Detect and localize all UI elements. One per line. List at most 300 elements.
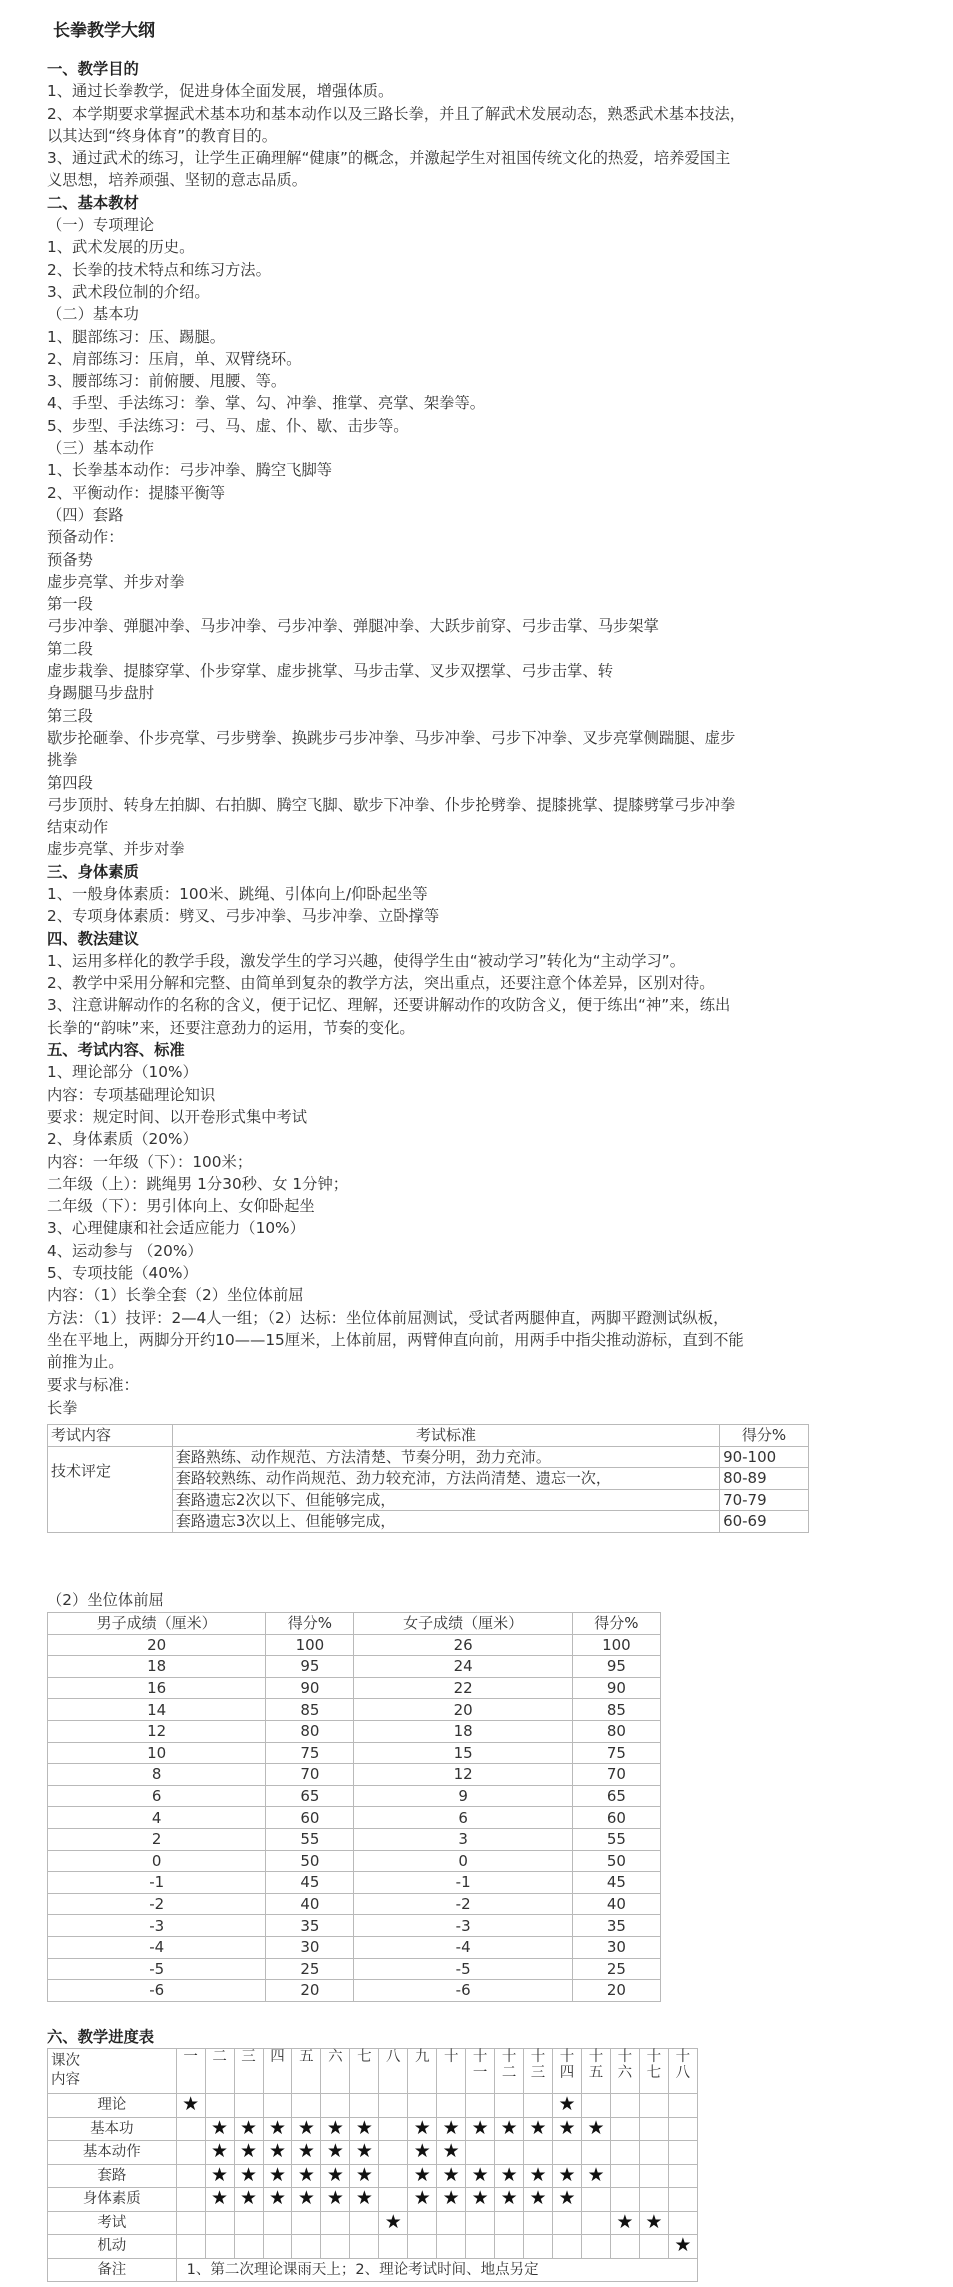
table-cell: 26 — [354, 1634, 572, 1656]
table-cell: -6 — [48, 1980, 266, 2002]
schedule-cell — [263, 2211, 292, 2235]
schedule-cell — [639, 2211, 668, 2235]
star-icon: ★ — [326, 2163, 344, 2186]
table-cell: 35 — [266, 1915, 354, 1937]
table-cell: 70 — [572, 1764, 660, 1786]
star-icon: ★ — [268, 2140, 286, 2163]
schedule-cell — [234, 2188, 263, 2212]
row-label: 基本功 — [48, 2117, 177, 2141]
star-icon: ★ — [211, 2163, 229, 2186]
star-icon: ★ — [240, 2163, 258, 2186]
table-row — [48, 1850, 661, 1872]
table-cell: -1 — [354, 1872, 572, 1894]
text-line: 义思想，培养顽强、坚韧的意志品质。 — [47, 171, 308, 190]
schedule-cell — [350, 2141, 379, 2165]
schedule-cell — [408, 2188, 437, 2212]
schedule-cell — [379, 2164, 408, 2188]
lesson-header — [176, 2049, 205, 2094]
schedule-cell — [581, 2141, 610, 2165]
star-icon: ★ — [413, 2163, 431, 2186]
lesson-header — [668, 2049, 697, 2094]
table-cell: 75 — [572, 1742, 660, 1764]
table-cell: 6 — [48, 1785, 266, 1807]
star-icon: ★ — [471, 2116, 489, 2139]
schedule-cell — [321, 2117, 350, 2141]
text-line: 二年级（上）：跳绳男 1分30秒、女 1分钟； — [47, 1174, 349, 1193]
table-cell: 90 — [266, 1677, 354, 1699]
text-line: 3、腰部练习：前俯腰、甩腰、等。 — [47, 372, 287, 391]
table-cell: 50 — [572, 1850, 660, 1872]
schedule-cell — [524, 2211, 553, 2235]
schedule-cell — [408, 2164, 437, 2188]
schedule-cell — [610, 2211, 639, 2235]
schedule-cell — [205, 2164, 234, 2188]
schedule-row — [48, 2117, 698, 2141]
schedule-cell — [379, 2094, 408, 2118]
table-cell: 100 — [572, 1634, 660, 1656]
schedule-cell — [292, 2211, 321, 2235]
schedule-cell — [408, 2211, 437, 2235]
star-icon: ★ — [529, 2116, 547, 2139]
text-line: 预备势 — [47, 550, 93, 569]
schedule-cell — [553, 2211, 582, 2235]
table-cell: 35 — [572, 1915, 660, 1937]
table-cell: 75 — [266, 1742, 354, 1764]
schedule-cell — [610, 2117, 639, 2141]
star-icon: ★ — [211, 2140, 229, 2163]
star-icon: ★ — [240, 2116, 258, 2139]
schedule-cell — [495, 2117, 524, 2141]
star-icon: ★ — [211, 2116, 229, 2139]
schedule-cell — [292, 2188, 321, 2212]
schedule-cell — [495, 2094, 524, 2118]
table-cell: 20 — [354, 1699, 572, 1721]
schedule-cell — [176, 2094, 205, 2118]
lesson-number: 十五 — [588, 2049, 604, 2081]
lesson-number: 三 — [241, 2049, 256, 2065]
text-line: 二年级（下）：男引体向上、女仰卧起坐 — [47, 1197, 315, 1216]
text-line: 4、手型、手法练习：拳、掌、勾、冲拳、推掌、亮掌、架拳等。 — [47, 394, 486, 413]
star-icon: ★ — [355, 2187, 373, 2210]
star-icon: ★ — [529, 2163, 547, 2186]
note-text: 1、第二次理论课雨天上；2、理论考试时间、地点另定 — [176, 2258, 697, 2282]
star-icon: ★ — [500, 2163, 518, 2186]
schedule-cell — [668, 2235, 697, 2259]
schedule-row — [48, 2164, 698, 2188]
schedule-cell — [610, 2141, 639, 2165]
text-line: 挑拳 — [47, 751, 78, 770]
lesson-number: 八 — [386, 2049, 401, 2065]
table-cell: -3 — [354, 1915, 572, 1937]
table-row — [48, 1807, 661, 1829]
schedule-cell — [668, 2164, 697, 2188]
text-line: 弓步顶肘、转身左拍脚、右拍脚、腾空飞脚、歇步下冲拳、仆步抡劈拳、提膝挑掌、提膝劈掌弓步冲拳 — [47, 795, 736, 814]
schedule-cell — [466, 2141, 495, 2165]
standard-cell: 套路遗忘3次以上、但能够完成， — [172, 1511, 719, 1533]
schedule-cell — [408, 2117, 437, 2141]
schedule-cell — [466, 2094, 495, 2118]
schedule-cell — [234, 2211, 263, 2235]
table-row — [48, 1764, 661, 1786]
schedule-cell — [321, 2164, 350, 2188]
table-cell: 30 — [266, 1936, 354, 1958]
schedule-cell — [466, 2117, 495, 2141]
text-line: 3、武术段位制的介绍。 — [47, 282, 210, 301]
star-icon: ★ — [442, 2187, 460, 2210]
note-label: 备注 — [48, 2258, 177, 2282]
schedule-cell — [610, 2235, 639, 2259]
lesson-number: 十八 — [675, 2049, 691, 2081]
text-line: 1、通过长拳教学，促进身体全面发展，增强体质。 — [47, 82, 394, 101]
text-line: 要求与标准： — [47, 1375, 139, 1394]
schedule-cell — [379, 2235, 408, 2259]
table-cell: 65 — [572, 1785, 660, 1807]
star-icon: ★ — [240, 2187, 258, 2210]
schedule-cell — [553, 2094, 582, 2118]
schedule-cell — [524, 2188, 553, 2212]
schedule-cell — [263, 2141, 292, 2165]
text-line: 1、运用多样化的教学手段，激发学生的学习兴趣，使得学生由“被动学习”转化为“主动学习”。 — [47, 951, 686, 970]
table-cell: 10 — [48, 1742, 266, 1764]
table-cell: 20 — [48, 1634, 266, 1656]
table-row — [48, 1872, 661, 1894]
text-line: 第三段 — [47, 706, 93, 725]
schedule-cell — [234, 2164, 263, 2188]
table-cell: 65 — [266, 1785, 354, 1807]
score-cell: 70-79 — [720, 1489, 809, 1511]
schedule-cell — [408, 2141, 437, 2165]
section-heading: 三、身体素质 — [47, 862, 139, 881]
schedule-cell — [495, 2235, 524, 2259]
lesson-header — [408, 2049, 437, 2094]
star-icon: ★ — [558, 2116, 576, 2139]
table-cell: 0 — [354, 1850, 572, 1872]
schedule-row — [48, 2141, 698, 2165]
schedule-cell — [321, 2235, 350, 2259]
table-header-row — [48, 2049, 698, 2094]
text-line: 1、理论部分（10%） — [47, 1063, 198, 1082]
row-label: 机动 — [48, 2235, 177, 2259]
table-cell: -2 — [48, 1893, 266, 1915]
text-line: 3、心理健康和社会适应能力（10%） — [47, 1219, 305, 1238]
lesson-number: 六 — [328, 2049, 343, 2065]
schedule-cell — [437, 2141, 466, 2165]
schedule-cell — [524, 2117, 553, 2141]
column-header: 得分% — [572, 1613, 660, 1635]
schedule-cell — [263, 2188, 292, 2212]
schedule-cell — [581, 2164, 610, 2188]
table-row — [48, 1958, 661, 1980]
table-cell: 85 — [266, 1699, 354, 1721]
column-header: 女子成绩（厘米） — [354, 1613, 572, 1635]
lesson-header — [495, 2049, 524, 2094]
schedule-cell — [234, 2117, 263, 2141]
schedule-cell — [408, 2235, 437, 2259]
schedule-cell — [292, 2164, 321, 2188]
table-cell: 22 — [354, 1677, 572, 1699]
schedule-cell — [639, 2094, 668, 2118]
lesson-number: 九 — [414, 2049, 430, 2065]
text-line: 预备动作： — [47, 528, 124, 547]
table-cell: -2 — [354, 1893, 572, 1915]
text-line: 内容：一年级（下）：100米； — [47, 1152, 253, 1171]
schedule-cell — [581, 2235, 610, 2259]
lesson-number: 四 — [270, 2049, 285, 2065]
schedule-cell — [466, 2211, 495, 2235]
schedule-cell — [495, 2164, 524, 2188]
schedule-cell — [205, 2117, 234, 2141]
teaching-schedule-table — [47, 2048, 698, 2282]
text-line: 2、本学期要求掌握武术基本功和基本动作以及三路长拳，并且了解武术发展动态，熟悉武术基本技法， — [47, 104, 746, 123]
text-line: 1、腿部练习：压、踢腿。 — [47, 327, 225, 346]
star-icon: ★ — [326, 2116, 344, 2139]
row-label: 理论 — [48, 2094, 177, 2118]
text-line: 虚步亮掌、并步对拳 — [47, 840, 185, 859]
schedule-cell — [553, 2164, 582, 2188]
schedule-cell — [639, 2188, 668, 2212]
table-row — [48, 1446, 809, 1468]
schedule-cell — [350, 2235, 379, 2259]
text-line: 方法：（1）技评：2—4人一组；（2）达标：坐位体前屈测试，受试者两腿伸直，两脚平蹬测试纵板， — [47, 1308, 729, 1327]
schedule-cell — [581, 2188, 610, 2212]
schedule-cell — [553, 2188, 582, 2212]
schedule-cell — [205, 2211, 234, 2235]
table-cell: 80 — [572, 1720, 660, 1742]
schedule-cell — [292, 2235, 321, 2259]
table-cell: 12 — [354, 1764, 572, 1786]
table-cell: 8 — [48, 1764, 266, 1786]
schedule-cell — [437, 2094, 466, 2118]
standard-cell: 套路熟练、动作规范、方法清楚、节奏分明，劲力充沛。 — [172, 1446, 719, 1468]
table-row — [48, 1720, 661, 1742]
table-cell: 85 — [572, 1699, 660, 1721]
schedule-cell — [350, 2117, 379, 2141]
table-cell: -6 — [354, 1980, 572, 2002]
text-line: 前推为止。 — [47, 1353, 124, 1372]
table-cell: 90 — [572, 1677, 660, 1699]
star-icon: ★ — [558, 2187, 576, 2210]
schedule-cell — [581, 2117, 610, 2141]
table-cell: 2 — [48, 1828, 266, 1850]
star-icon: ★ — [442, 2140, 460, 2163]
table-cell: 0 — [48, 1850, 266, 1872]
schedule-cell — [668, 2211, 697, 2235]
score-cell: 80-89 — [720, 1468, 809, 1490]
schedule-row — [48, 2235, 698, 2259]
schedule-cell — [176, 2117, 205, 2141]
star-icon: ★ — [297, 2140, 315, 2163]
schedule-cell — [321, 2094, 350, 2118]
star-icon: ★ — [442, 2163, 460, 2186]
star-icon: ★ — [211, 2187, 229, 2210]
standard-cell: 套路较熟练、动作尚规范、劲力较充沛，方法尚清楚、遗忘一次， — [172, 1468, 719, 1490]
table-cell: -1 — [48, 1872, 266, 1894]
text-line: 4、运动参与 （20%） — [47, 1241, 203, 1260]
lesson-number: 十六 — [617, 2049, 633, 2081]
schedule-cell — [639, 2164, 668, 2188]
table-row — [48, 1634, 661, 1656]
schedule-cell — [176, 2188, 205, 2212]
schedule-row — [48, 2094, 698, 2118]
schedule-cell — [321, 2141, 350, 2165]
table-cell: 20 — [266, 1980, 354, 2002]
star-icon: ★ — [182, 2093, 200, 2116]
star-icon: ★ — [558, 2163, 576, 2186]
table-row — [48, 1677, 661, 1699]
section-heading: 五、考试内容、标准 — [47, 1041, 185, 1060]
table-row — [48, 1742, 661, 1764]
table-cell: -5 — [48, 1958, 266, 1980]
standard-cell: 套路遗忘2次以下、但能够完成， — [172, 1489, 719, 1511]
schedule-cell — [639, 2235, 668, 2259]
changquan-standard-table — [47, 1424, 809, 1533]
table-cell: 12 — [48, 1720, 266, 1742]
schedule-cell — [205, 2141, 234, 2165]
table-header-row — [48, 1613, 661, 1635]
table-cell: 50 — [266, 1850, 354, 1872]
table3-caption: 六、教学进度表 — [47, 2028, 155, 2046]
schedule-cell — [610, 2094, 639, 2118]
text-line: （二）基本功 — [47, 305, 139, 324]
schedule-cell — [553, 2141, 582, 2165]
star-icon: ★ — [674, 2234, 692, 2257]
table-cell: -3 — [48, 1915, 266, 1937]
star-icon: ★ — [297, 2116, 315, 2139]
corner-bottom-label: 内容 — [51, 2072, 80, 2088]
lesson-header — [379, 2049, 408, 2094]
lesson-header — [610, 2049, 639, 2094]
schedule-cell — [234, 2094, 263, 2118]
table-cell: 60 — [266, 1807, 354, 1829]
lesson-number: 十二 — [501, 2049, 517, 2081]
schedule-cell — [668, 2094, 697, 2118]
schedule-cell — [263, 2117, 292, 2141]
schedule-cell — [437, 2164, 466, 2188]
lesson-header — [321, 2049, 350, 2094]
schedule-cell — [553, 2117, 582, 2141]
section-heading: 一、教学目的 — [47, 60, 139, 78]
lesson-number: 七 — [357, 2049, 372, 2065]
schedule-cell — [263, 2094, 292, 2118]
star-icon: ★ — [587, 2116, 605, 2139]
table-cell: 9 — [354, 1785, 572, 1807]
table-cell: 55 — [266, 1828, 354, 1850]
star-icon: ★ — [326, 2187, 344, 2210]
star-icon: ★ — [268, 2116, 286, 2139]
star-icon: ★ — [413, 2187, 431, 2210]
table-cell: 80 — [266, 1720, 354, 1742]
schedule-cell — [610, 2164, 639, 2188]
star-icon: ★ — [268, 2187, 286, 2210]
schedule-cell — [292, 2141, 321, 2165]
lesson-header — [350, 2049, 379, 2094]
text-line: 以其达到“终身体育”的教育目的。 — [47, 126, 278, 145]
lesson-number: 五 — [299, 2049, 314, 2065]
star-icon: ★ — [355, 2163, 373, 2186]
table-cell: 4 — [48, 1807, 266, 1829]
star-icon: ★ — [297, 2187, 315, 2210]
schedule-cell — [234, 2235, 263, 2259]
schedule-cell — [524, 2235, 553, 2259]
schedule-cell — [176, 2141, 205, 2165]
schedule-cell — [350, 2188, 379, 2212]
schedule-cell — [581, 2211, 610, 2235]
row-label: 基本动作 — [48, 2141, 177, 2165]
text-line: 3、注意讲解动作的名称的含义，便于记忆、理解，还要讲解动作的攻防含义，便于练出“神”来，练出 — [47, 996, 731, 1015]
schedule-cell — [176, 2164, 205, 2188]
text-line: （三）基本动作 — [47, 439, 155, 458]
text-line: 2、教学中采用分解和完整、由简单到复杂的教学方法，突出重点，还要注意个体差异，区别对待。 — [47, 974, 715, 993]
schedule-cell — [495, 2211, 524, 2235]
star-icon: ★ — [442, 2116, 460, 2139]
schedule-cell — [379, 2188, 408, 2212]
schedule-cell — [437, 2211, 466, 2235]
star-icon: ★ — [587, 2163, 605, 2186]
schedule-cell — [495, 2188, 524, 2212]
table-cell: 45 — [266, 1872, 354, 1894]
text-line: 歇步抡砸拳、仆步亮掌、弓步劈拳、换跳步弓步冲拳、马步冲拳、弓步下冲拳、叉步亮掌侧踹腿、虚步 — [47, 728, 736, 747]
text-line: 身踢腿马步盘肘 — [47, 684, 155, 703]
table-cell: 18 — [48, 1656, 266, 1678]
lesson-number: 十四 — [559, 2049, 575, 2081]
lesson-number: 十三 — [530, 2049, 546, 2081]
lesson-number: 十一 — [472, 2049, 488, 2081]
text-line: （一）专项理论 — [47, 216, 155, 235]
lesson-number: 一 — [183, 2049, 198, 2065]
text-line: 2、平衡动作：提膝平衡等 — [47, 483, 225, 502]
outline-body — [47, 58, 927, 1396]
page-title: 长拳教学大纲 — [53, 21, 155, 41]
row-label: 考试 — [48, 2211, 177, 2235]
table-cell: 30 — [572, 1936, 660, 1958]
star-icon: ★ — [558, 2093, 576, 2116]
schedule-cell — [321, 2188, 350, 2212]
lesson-header — [205, 2049, 234, 2094]
lesson-header — [553, 2049, 582, 2094]
text-line: 1、长拳基本动作：弓步冲拳、腾空飞脚等 — [47, 461, 333, 480]
text-line: 2、长拳的技术特点和练习方法。 — [47, 260, 271, 279]
schedule-cell — [263, 2164, 292, 2188]
schedule-cell — [292, 2117, 321, 2141]
table-cell: 25 — [572, 1958, 660, 1980]
table-cell: 6 — [354, 1807, 572, 1829]
row-label: 身体素质 — [48, 2188, 177, 2212]
schedule-cell — [205, 2188, 234, 2212]
text-line: 1、武术发展的历史。 — [47, 238, 195, 257]
table-cell: 70 — [266, 1764, 354, 1786]
score-cell: 90-100 — [720, 1446, 809, 1468]
text-line: 2、专项身体素质：劈叉、弓步冲拳、马步冲拳、立卧撑等 — [47, 907, 440, 926]
table-cell: 25 — [266, 1958, 354, 1980]
star-icon: ★ — [268, 2163, 286, 2186]
note-row — [48, 2258, 698, 2282]
text-line: （四）套路 — [47, 505, 124, 524]
text-line: 内容：（1）长拳全套（2）坐位体前屈 — [47, 1286, 304, 1305]
column-header: 男子成绩（厘米） — [48, 1613, 266, 1635]
text-line: 弓步冲拳、弹腿冲拳、马步冲拳、弓步冲拳、弹腿冲拳、大跃步前穿、弓步击掌、马步架掌 — [47, 617, 659, 636]
schedule-cell — [234, 2141, 263, 2165]
schedule-cell — [581, 2094, 610, 2118]
text-line: 2、身体素质（20%） — [47, 1130, 198, 1149]
table-row — [48, 1980, 661, 2002]
table-row — [48, 1785, 661, 1807]
schedule-cell — [379, 2141, 408, 2165]
text-line: 要求：规定时间、以开卷形式集中考试 — [47, 1107, 308, 1126]
lesson-header — [466, 2049, 495, 2094]
table-cell: 18 — [354, 1720, 572, 1742]
text-line: 坐在平地上，两脚分开约10——15厘米，上体前屈，两臂伸直向前，用两手中指尖推动游标，直到不能 — [47, 1330, 744, 1349]
schedule-cell — [668, 2141, 697, 2165]
